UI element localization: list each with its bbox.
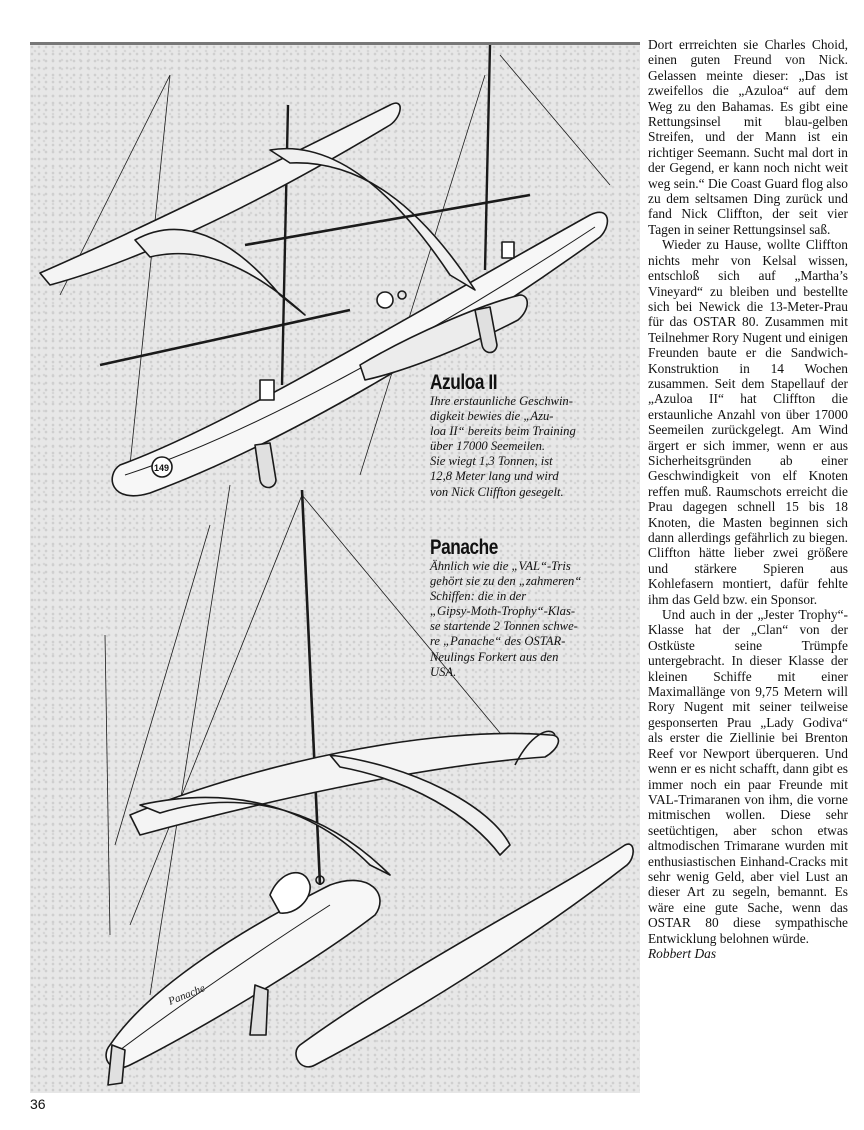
caption-title: Azuloa II: [430, 371, 498, 394]
article-author: Robbert Das: [648, 945, 717, 961]
caption-title: Panache: [430, 536, 498, 559]
caption-text: Ihre erstaunliche Geschwin- digkeit bewies die „Azu- loa II“ bereits beim Training über 17000 Seemeilen. Sie wiegt 1,3 Tonnen, ist 12,8 Meter lang und wird von Nick Cliffton gesegelt.: [430, 394, 576, 499]
article-paragraph: Wieder zu Hause, wollte Cliffton nichts mehr von Kelsal wissen, entschloß sich auf „Martha’s Vineyard“ zu bleiben und bestellte sich bei Newick die 13-Meter-Prau für das OSTAR 80. Zusammen mit Teilnehmer Rory Nugent und einigen Freunden baute er die Sandwich-Konstruktion in 14 Wochen zusammen. Seit dem Stapellauf der „Azuloa II“ hat Cliffton die erstaunliche Anzahl von über 17000 Seemeilen zurückgelegt. Am Wind ärgert er sich immer, wenn er aus Sicherheitsgründen ab einer Geschwindigkeit von elf Knoten reffen muß. Raumschots erreicht die Prau dagegen schnell 15 bis 18 Knoten, die Masten beginnen sich dann allerdings gefährlich zu biegen. Cliffton hätte lieber zwei größere und stärkere Spieren aus Kohlefasern montiert, dafür fehlte ihm das Geld bzw. ein Sponsor.: [648, 237, 848, 607]
azuloa-sail-number: 149: [154, 463, 170, 473]
article-column: [648, 37, 848, 961]
article-paragraph: Und auch in der „Jester Trophy“-Klasse hat der „Clan“ von der Ostküste seine Trümpfe untergebracht. In dieser Klasse der kleinen Schiffe mit einer Maximallänge von 9,75 Metern will Rory Nugent mit seiner teilweise gesponserten Prau „Lady Godiva“ als erster die Ziellinie bei Brenton Reef vor Newport überqueren. Und wenn er es nicht schafft, dann gibt es immer noch ein paar Freunde mit VAL-Trimaranen von ihm, die vorne mitmischen wollen. Diese sehr seetüchtigen, aber schon etwas altmodischen Trimarane wurden mit enthusiastischen Einhand-Cracks mit sehr wenig Geld, aber viel Lust an dieser Art zu segeln, bemannt. Es wäre eine gute Sache, wenn das OSTAR 80 diese sympathische Entwicklung belohnen würde.: [648, 607, 848, 946]
caption-text: Ähnlich wie die „VAL“-Tris gehört sie zu den „zahmeren“ Schiffen: die in der „Gipsy-Moth-Trophy“-Klas- se startende 2 Tonnen schwe- re „Panache“ des OSTAR- Neulings Forkert aus den USA.: [430, 559, 582, 679]
article-paragraph: Dort errreichten sie Charles Choid, einen guten Freund von Nick. Gelassen meinte dieser: „Das ist zweifellos die „Azuloa“ auf dem Weg zu den Bahamas. Es gibt eine Rettungsinsel mit blau-gelben Streifen, und der Mann ist ein richtiger Seemann. Sucht mal dort in der Gegend, er kann noch nicht weit weg sein.“ Die Coast Guard flog also zu dem seltsamen Ding zurück und fand Nick Cliffton, der seit vier Tagen in seiner Rettungsinsel saß.: [648, 37, 848, 237]
panache-hull-name: Panache: [166, 982, 207, 1008]
caption-azuloa: [430, 372, 640, 500]
caption-panache: [430, 537, 640, 680]
page-number: 36: [30, 1096, 46, 1112]
